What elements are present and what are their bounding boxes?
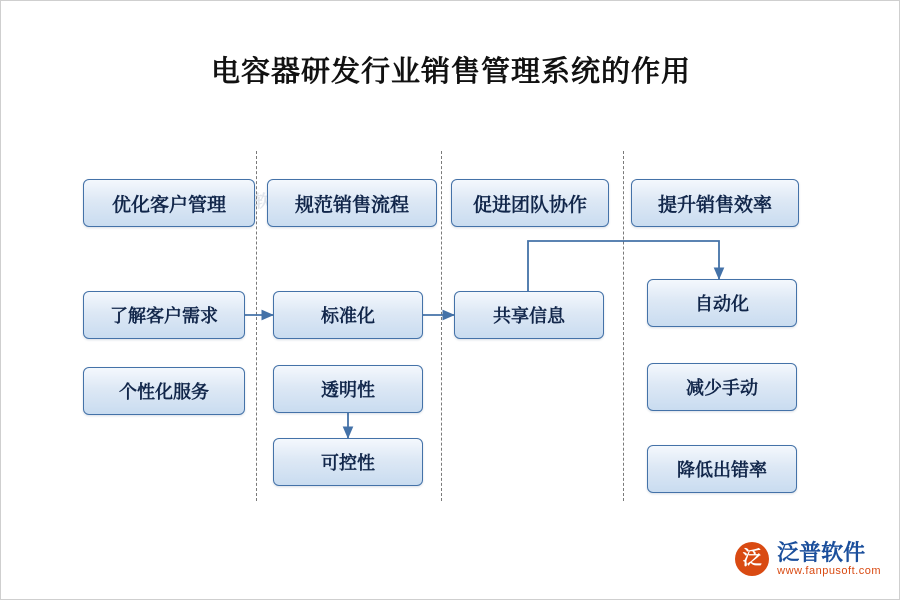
column-header-1[interactable]: 优化客户管理 xyxy=(83,179,255,227)
node-customer-needs[interactable]: 了解客户需求 xyxy=(83,291,245,339)
node-standardization[interactable]: 标准化 xyxy=(273,291,423,339)
logo-mark-icon: 泛 xyxy=(735,542,769,576)
column-divider-1 xyxy=(256,151,257,501)
page-title: 电容器研发行业销售管理系统的作用 xyxy=(210,56,691,88)
column-header-2[interactable]: 规范销售流程 xyxy=(267,179,437,227)
brand-logo xyxy=(735,541,881,577)
node-controllability[interactable]: 可控性 xyxy=(273,438,423,486)
column-divider-3 xyxy=(623,151,624,501)
node-reduce-errors[interactable]: 降低出错率 xyxy=(647,445,797,493)
logo-text xyxy=(777,541,881,577)
brand-url: www.fanpusoft.com xyxy=(777,564,881,577)
brand-name: 泛普软件 xyxy=(777,539,866,565)
node-personalized-service[interactable]: 个性化服务 xyxy=(83,367,245,415)
column-header-3[interactable]: 促进团队协作 xyxy=(451,179,609,227)
column-header-4[interactable]: 提升销售效率 xyxy=(631,179,799,227)
column-divider-2 xyxy=(441,151,442,501)
node-transparency[interactable]: 透明性 xyxy=(273,365,423,413)
node-automation[interactable]: 自动化 xyxy=(647,279,797,327)
node-share-info[interactable]: 共享信息 xyxy=(454,291,604,339)
node-reduce-manual[interactable]: 减少手动 xyxy=(647,363,797,411)
